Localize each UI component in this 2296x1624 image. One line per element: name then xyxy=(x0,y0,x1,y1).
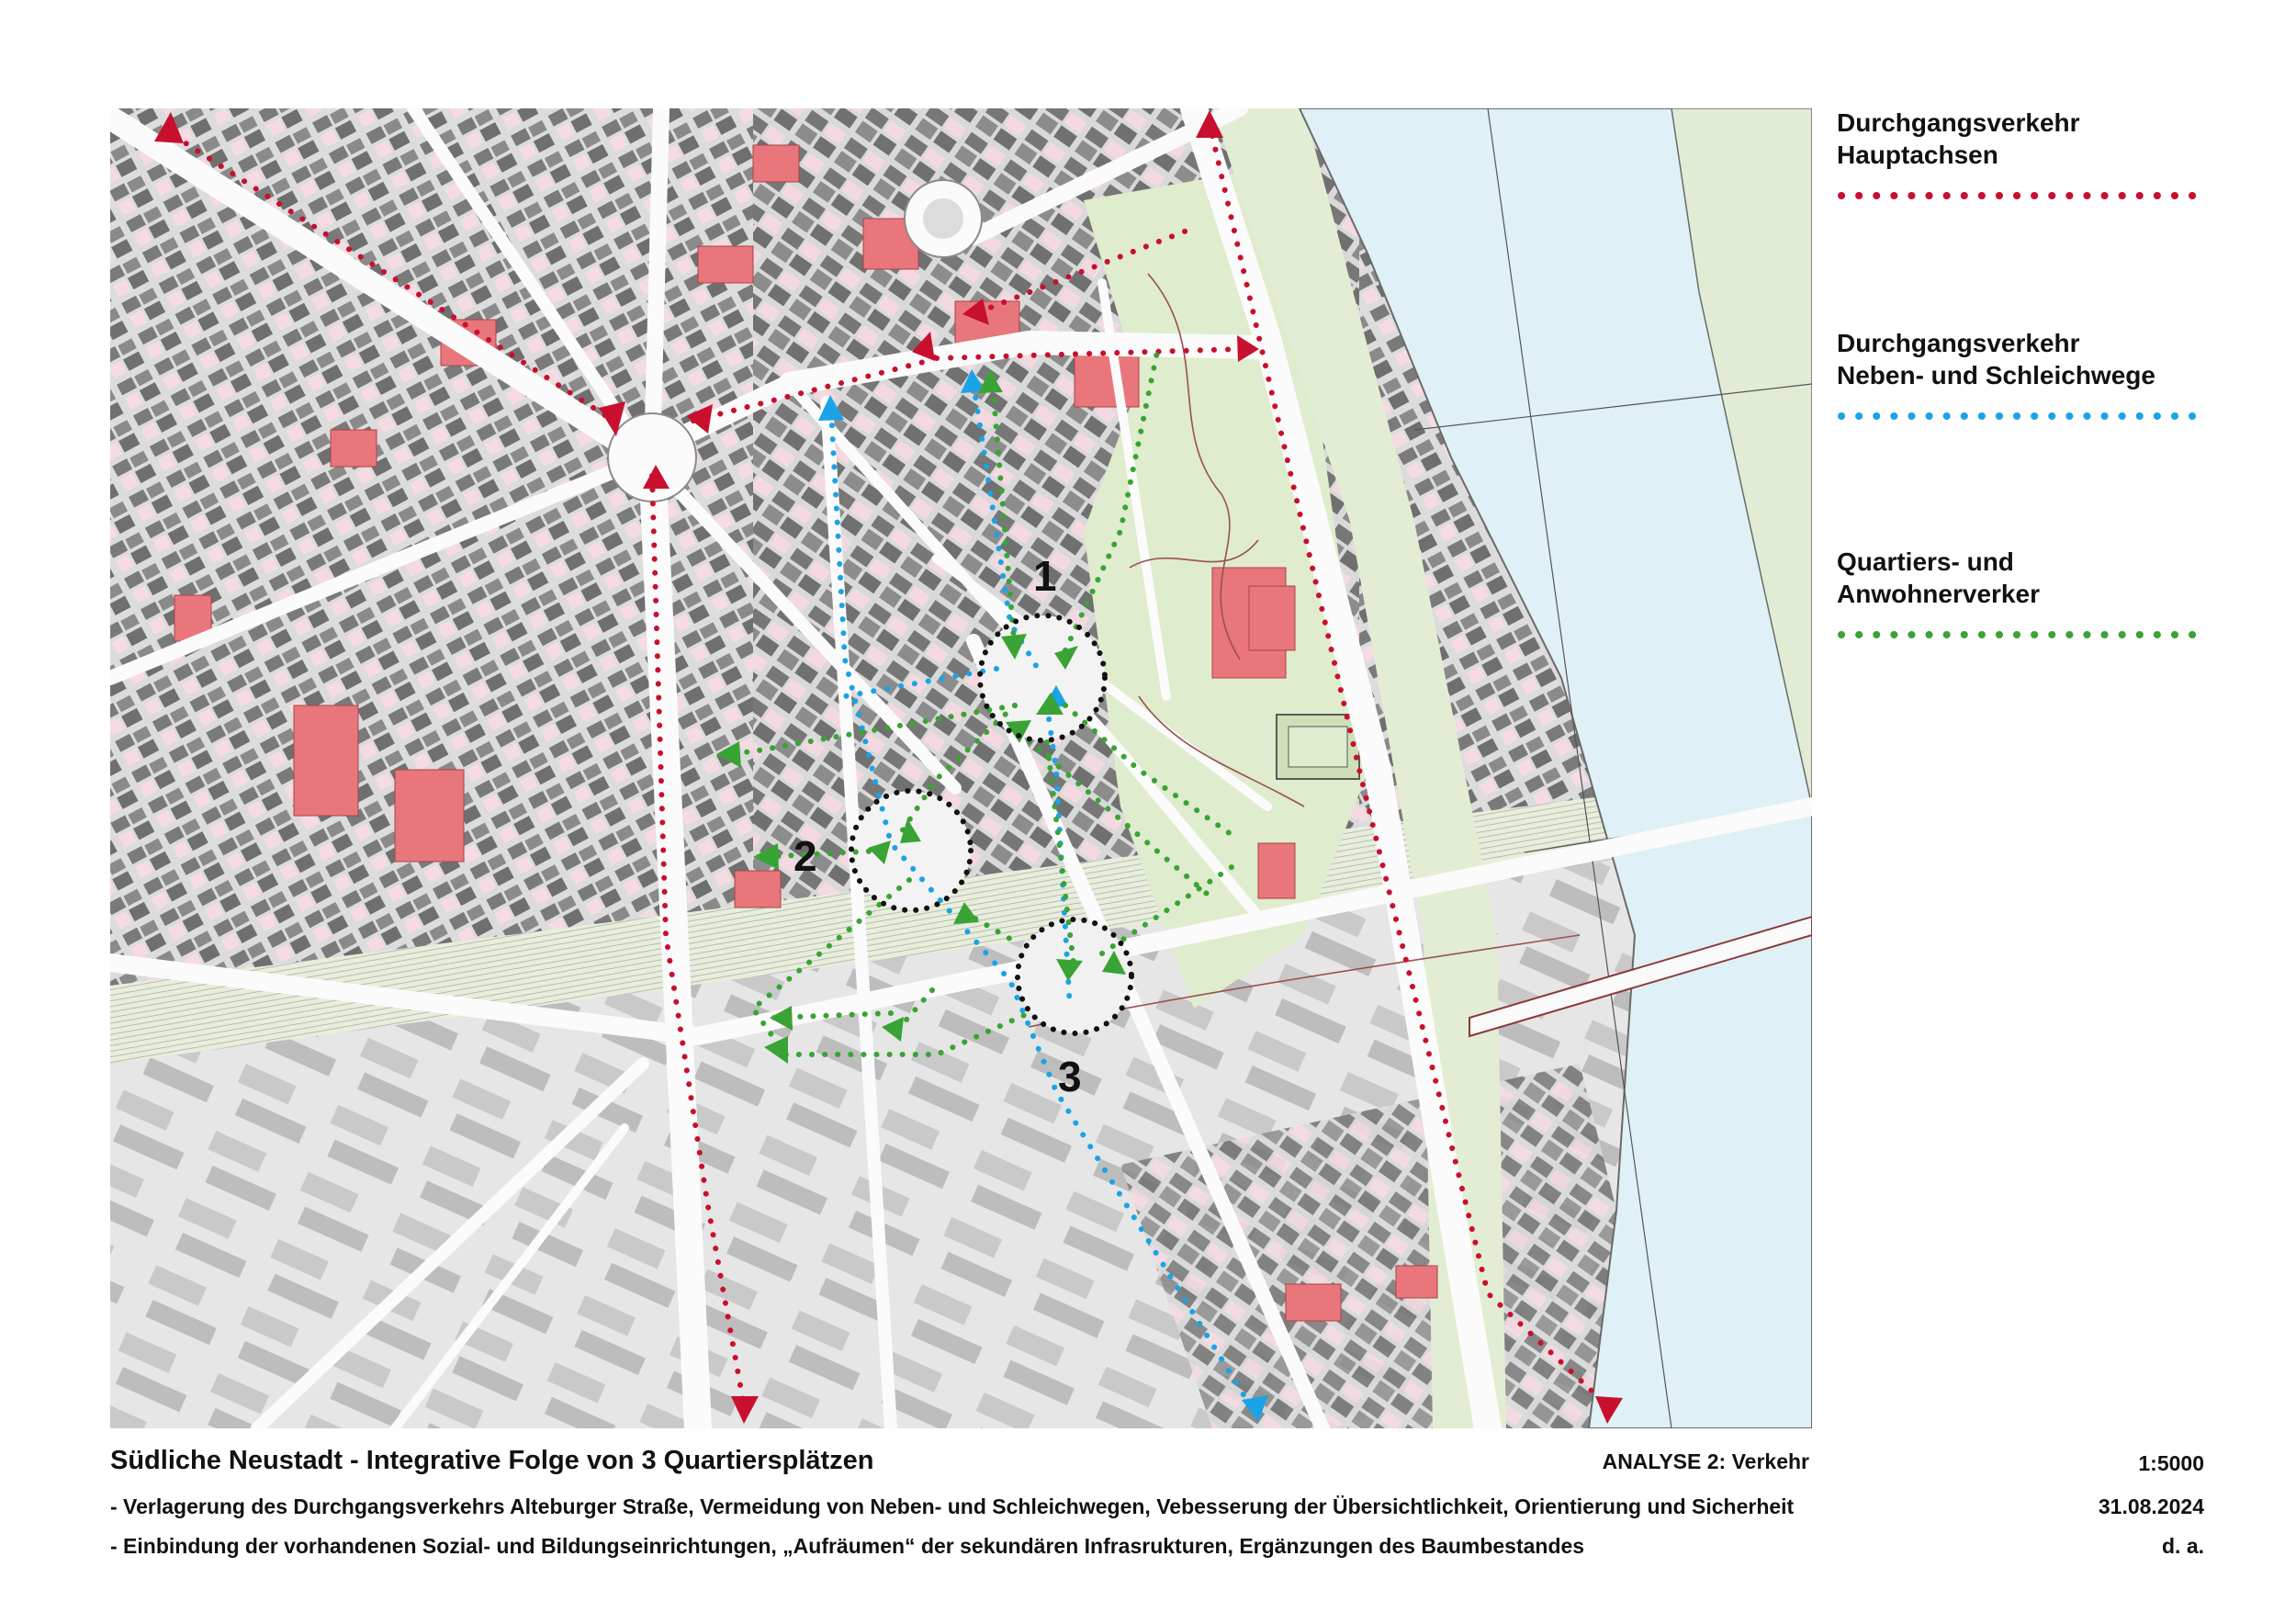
legend-main-axes xyxy=(1837,107,2223,205)
legend-label-resident: Quartiers- und Anwohnerverker xyxy=(1837,547,2040,608)
author-label: d. a. xyxy=(2161,1534,2204,1558)
city-map xyxy=(110,108,1812,1428)
place-number-3: 3 xyxy=(1058,1053,1082,1100)
place-number-1: 1 xyxy=(1033,552,1057,600)
place-number-2: 2 xyxy=(793,832,817,880)
map-panel xyxy=(110,108,1812,1428)
legend-label-main-axes: Durchgangsverkehr Hauptachsen xyxy=(1837,108,2080,169)
legend-swatch-blue-dotted xyxy=(1837,412,2213,421)
description-line-1: - Verlagerung des Durchgangsverkehrs Alteburger Straße, Vermeidung von Neben- und Schleichwegen, Vebesserung der Übersichtlichkeit, Orientierung und Sicherheit xyxy=(110,1494,1795,1518)
legend-rat-runs xyxy=(1837,327,2223,425)
legend-resident xyxy=(1837,546,2223,644)
legend-swatch-green-dotted xyxy=(1837,630,2213,639)
date-label: 31.08.2024 xyxy=(2098,1494,2204,1518)
analysis-label: ANALYSE 2: Verkehr xyxy=(1602,1449,1809,1473)
legend-swatch-red-dotted xyxy=(1837,191,2213,200)
sheet-title: Südliche Neustadt - Integrative Folge von 3 Quartiersplätzen xyxy=(110,1446,874,1475)
scale-label: 1:5000 xyxy=(2138,1451,2204,1475)
legend-label-rat-runs: Durchgangsverkehr Neben- und Schleichwege xyxy=(1837,329,2155,389)
description-line-2: - Einbindung der vorhandenen Sozial- und Bildungseinrichtungen, „Aufräumen“ der sekundären Infrasrukturen, Ergänzungen des Baumbestandes xyxy=(110,1534,1585,1558)
